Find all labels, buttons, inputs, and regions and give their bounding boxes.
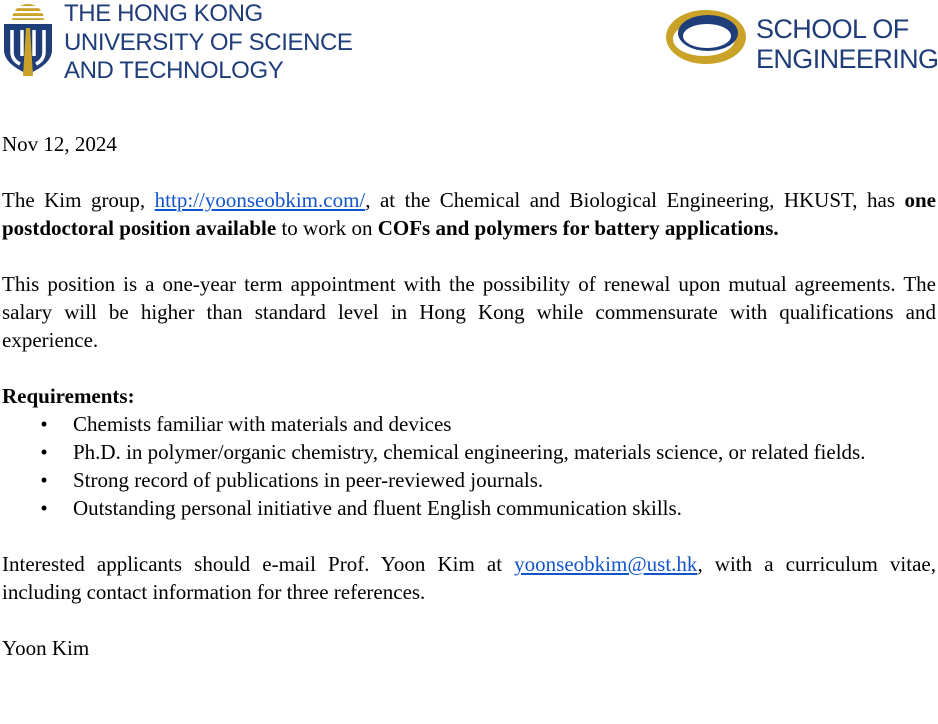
intro-text: to work on [276,216,378,240]
school-name-line: SCHOOL OF [756,14,909,44]
bullet-icon: • [40,412,48,436]
intro-paragraph [2,186,936,242]
bullet-icon: • [40,496,48,520]
requirement-text: Chemists familiar with materials and devices [73,412,452,436]
group-website-link[interactable]: http://yoonseobkim.com/ [154,188,366,212]
letter-date: Nov 12, 2024 [2,132,117,156]
requirement-text: Strong record of publications in peer-reviewed journals. [73,468,544,492]
letter-body [2,130,936,662]
bullet-icon: • [40,440,48,464]
university-name-line: UNIVERSITY OF SCIENCE [64,28,353,56]
requirement-text: Ph.D. in polymer/organic chemistry, chemical engineering, materials science, or related fields. [73,440,866,464]
university-name [64,0,353,86]
position-highlight: one postdoctoral position available [2,188,936,240]
university-name-line: AND TECHNOLOGY [64,57,284,84]
school-of-engineering-swoosh-icon [664,2,748,72]
list-item [2,438,936,466]
email-link[interactable]: yoonseobkim@ust.hk [514,552,698,576]
intro-text: The Kim group, [2,188,155,212]
list-item [2,466,936,494]
requirements-heading-text: Requirements: [2,384,135,408]
letterhead [0,0,938,86]
university-name-line: THE HONG KONG [64,0,263,27]
requirements-list [2,410,936,522]
hkust-crest-icon [0,0,56,80]
signature: Yoon Kim [2,636,90,660]
contact-paragraph [2,550,936,606]
intro-text: , at the Chemical and Biological Engineering, HKUST, has [365,188,905,212]
school-name-line: ENGINEERING [756,44,938,74]
list-item [2,410,936,438]
research-topic-highlight: COFs and polymers for battery applications. [377,216,779,240]
school-name [756,14,938,74]
terms-paragraph: This position is a one-year term appointment with the possibility of renewal upon mutual agreements. The salary will be higher than standard level in Hong Kong while commensurate with qualifications and experience. [2,272,936,352]
requirement-text: Outstanding personal initiative and fluent English communication skills. [73,496,682,520]
list-item [2,494,936,522]
contact-text: Interested applicants should e-mail Prof. Yoon Kim at [2,552,515,576]
bullet-icon: • [40,468,48,492]
requirements-heading [2,382,936,410]
contact-text: , with a curriculum vitae, including contact information for three references. [2,552,936,604]
